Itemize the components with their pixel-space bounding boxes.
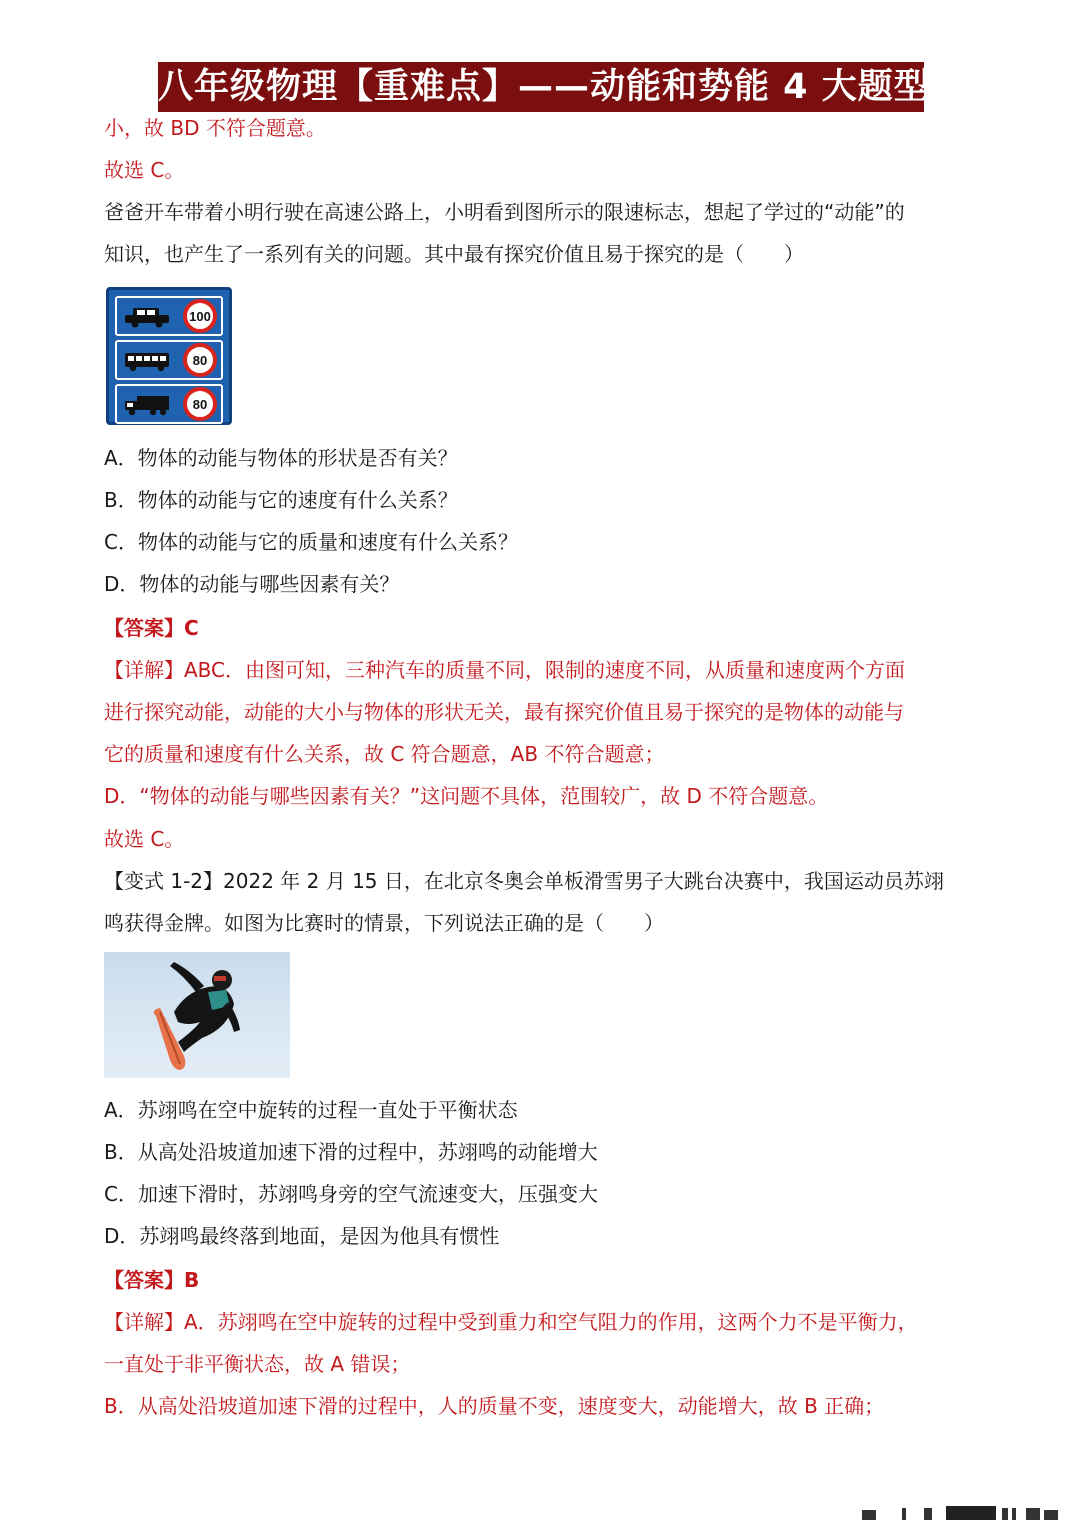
sign-row-truck: [115, 384, 223, 424]
bus-icon: [123, 350, 171, 372]
explanation-text: 【详解】A．苏翊鸣在空中旋转的过程中受到重力和空气阻力的作用，这两个力不是平衡力，: [104, 1310, 918, 1334]
speed-limit-80: 80: [183, 387, 217, 421]
text-line: 故选 C。: [104, 158, 185, 182]
page-title: 八年级物理【重难点】——动能和势能 4 大题型: [158, 62, 924, 112]
option-c: C．物体的动能与它的质量和速度有什么关系？: [104, 530, 518, 554]
snowboarder-photo: [104, 952, 290, 1078]
option-a: A．苏翊鸣在空中旋转的过程一直处于平衡状态: [104, 1098, 518, 1122]
question-text: 【变式 1-2】2022 年 2 月 15 日，在北京冬奥会单板滑雪男子大跳台决赛中，我国运动员苏翊: [104, 869, 944, 893]
question-text: 鸣获得金牌。如图为比赛时的情景，下列说法正确的是（ ）: [104, 911, 664, 935]
option-d: D．苏翊鸣最终落到地面，是因为他具有惯性: [104, 1224, 500, 1248]
speed-limit-100: 100: [183, 299, 217, 333]
sign-row-bus: [115, 340, 223, 380]
explanation-text: B．从高处沿坡道加速下滑的过程中，人的质量不变，速度变大，动能增大，故 B 正确；: [104, 1394, 885, 1418]
text-line: 小，故 BD 不符合题意。: [104, 116, 326, 140]
question-text: 知识，也产生了一系列有关的问题。其中最有探究价值且易于探究的是（ ）: [104, 242, 804, 266]
explanation-text: D．“物体的动能与哪些因素有关？”这问题不具体，范围较广，故 D 不符合题意。: [104, 784, 829, 808]
answer-label: 【答案】C: [104, 616, 199, 640]
option-b: B．从高处沿坡道加速下滑的过程中，苏翊鸣的动能增大: [104, 1140, 598, 1164]
explanation-text: 进行探究动能，动能的大小与物体的形状无关，最有探究价值且易于探究的是物体的动能与: [104, 700, 904, 724]
car-icon: [123, 306, 171, 328]
speed-limit-80: 80: [183, 343, 217, 377]
explanation-text: 它的质量和速度有什么关系，故 C 符合题意，AB 不符合题意；: [104, 742, 665, 766]
option-d: D．物体的动能与哪些因素有关？: [104, 572, 400, 596]
explanation-text: 【详解】ABC．由图可知，三种汽车的质量不同，限制的速度不同，从质量和速度两个方面: [104, 658, 906, 682]
option-b: B．物体的动能与它的速度有什么关系？: [104, 488, 458, 512]
explanation-text: 一直处于非平衡状态，故 A 错误；: [104, 1352, 411, 1376]
scan-edge-marks: [862, 1506, 1060, 1522]
speed-limit-sign-image: [106, 287, 232, 425]
truck-icon: [123, 394, 171, 416]
snowboarder-figure: [104, 952, 290, 1078]
answer-label: 【答案】B: [104, 1268, 200, 1292]
sign-row-car: [115, 296, 223, 336]
option-c: C．加速下滑时，苏翊鸣身旁的空气流速变大，压强变大: [104, 1182, 598, 1206]
explanation-text: 故选 C。: [104, 827, 185, 851]
question-text: 爸爸开车带着小明行驶在高速公路上，小明看到图所示的限速标志，想起了学过的“动能”的: [104, 200, 905, 224]
option-a: A．物体的动能与物体的形状是否有关？: [104, 446, 458, 470]
